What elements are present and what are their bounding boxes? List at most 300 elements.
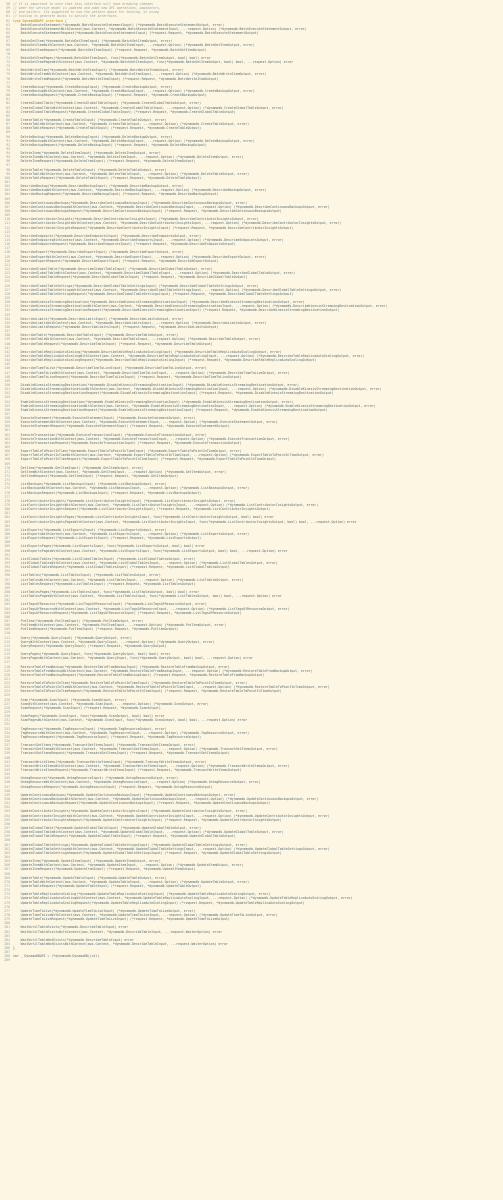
code-text: TransactWriteItemsRequest(*dynamodb.TransactWriteItemsInput) (*request.Request, *dynamodb.TransactWriteItemsOutput) [13, 768, 242, 773]
code-text: ExecuteTransactionWithContext(aws.Context, *dynamodb.ExecuteTransactionInput, ...request.Option) (*dynamodb.ExecuteTransactionOutput, error) [13, 436, 290, 441]
line-number: 101 [4, 180, 10, 185]
line-number: 154 [4, 399, 10, 404]
line-number: 80 [6, 93, 10, 98]
code-text: TagResourceWithContext(aws.Context, *dynamodb.TagResourceInput, ...request.Option) (*dynamodb.TagResourceOutput, error) [13, 730, 250, 735]
code-text: Query(*dynamodb.QueryInput) (*dynamodb.QueryOutput, error) [13, 635, 132, 640]
line-number: 220 [4, 672, 10, 677]
code-text: DescribeEndpointsWithContext(aws.Context, *dynamodb.DescribeEndpointsInput, ...request.Option) (*dynamodb.DescribeEndpointsOutput, error) [13, 238, 284, 243]
code-text: EnableKinesisStreamingDestinationWithContext(aws.Context, *dynamodb.EnableKinesisStreamingDestinationInput, ...request.Option) (*dynamodb.EnableKinesisStreamingDestinationOutput, error) [13, 403, 376, 408]
code-text: UpdateTableReplicaAutoScalingWithContext(aws.Context, *dynamodb.UpdateTableReplicaAutoScalingInput, ...request.Option) (*dynamodb.UpdateTableReplicaAutoScalingOutput, error) [13, 896, 353, 901]
line-number: 62 [6, 18, 10, 23]
code-text: DescribeTimeToLiveWithContext(aws.Context, *dynamodb.DescribeTimeToLiveInput, ...request.Option) (*dynamodb.DescribeTimeToLiveOutput, error) [13, 370, 290, 375]
line-number: 224 [4, 689, 10, 694]
line-number: 164 [4, 440, 10, 445]
line-number: 93 [6, 146, 10, 151]
line-number: 228 [4, 705, 10, 710]
line-number: 83 [6, 105, 10, 110]
line-number: 92 [6, 142, 10, 147]
line-number: 103 [4, 188, 10, 193]
line-number: 268 [4, 871, 10, 876]
line-number: 183 [4, 519, 10, 524]
line-number: 229 [4, 710, 10, 715]
code-text: UpdateGlobalTableSettingsWithContext(aws.Context, *dynamodb.UpdateGlobalTableSettingsInput, ...request.Option) (*dynamodb.UpdateGlobalTableSettingsOutput, error) [13, 846, 330, 851]
line-number: 193 [4, 560, 10, 565]
code-text: DisableKinesisStreamingDestinationRequest(*dynamodb.DisableKinesisStreamingDestinationInput) (*request.Request, *dynamodb.DisableKinesisStreamingDestinationOutput) [13, 391, 334, 396]
line-number: 219 [4, 668, 10, 673]
line-number: 96 [6, 159, 10, 164]
code-text: TagResource(*dynamodb.TagResourceInput) (*dynamodb.TagResourceOutput, error) [13, 726, 167, 731]
line-number: 263 [4, 850, 10, 855]
code-text: DescribeTable(*dynamodb.DescribeTableInput) (*dynamodb.DescribeTableOutput, error) [13, 333, 179, 338]
line-number: 184 [4, 523, 10, 528]
code-text: EnableKinesisStreamingDestination(*dynamodb.EnableKinesisStreamingDestinationInput) (*dynamodb.EnableKinesisStreamingDestinationOutput, error) [13, 399, 294, 404]
code-text: QueryWithContext(aws.Context, *dynamodb.QueryInput, ...request.Option) (*dynamodb.QueryOutput, error) [13, 639, 215, 644]
code-text: Scan(*dynamodb.ScanInput) (*dynamodb.ScanOutput, error) [13, 697, 127, 702]
code-text: ListContributorInsightsRequest(*dynamodb.ListContributorInsightsInput) (*request.Request, *dynamodb.ListContributorInsightsOutput) [13, 507, 271, 512]
line-number: 189 [4, 544, 10, 549]
line-number: 205 [4, 610, 10, 615]
code-text: DescribeGlobalTableSettings(*dynamodb.DescribeGlobalTableSettingsInput) (*dynamodb.DescribeGlobalTableSettingsOutput, error) [13, 283, 259, 288]
code-text: UpdateGlobalTableRequest(*dynamodb.UpdateGlobalTableInput) (*request.Request, *dynamodb.UpdateGlobalTableOutput) [13, 834, 236, 839]
line-number: 202 [4, 598, 10, 603]
code-text: ListTablesPagesWithContext(aws.Context, *dynamodb.ListTablesInput, func(*dynamodb.ListTablesOutput, bool) bool, ...request.Option) error [13, 594, 282, 599]
line-number: 253 [4, 809, 10, 814]
code-text: TransactGetItemsRequest(*dynamodb.TransactGetItemsInput) (*request.Request, *dynamodb.TransactGetItemsOutput) [13, 751, 230, 756]
line-number: 262 [4, 846, 10, 851]
line-number: 173 [4, 478, 10, 483]
code-text: UpdateContributorInsightsWithContext(aws.Context, *dynamodb.UpdateContributorInsightsInput, ...request.Option) (*dynamodb.UpdateContributorInsightsOutput, error) [13, 813, 330, 818]
line-number: 191 [4, 552, 10, 557]
code-text: UpdateGlobalTableWithContext(aws.Context, *dynamodb.UpdateGlobalTableInput, ...request.Option) (*dynamodb.UpdateGlobalTableOutput, error) [13, 830, 284, 835]
code-text: DescribeContinuousBackupsWithContext(aws.Context, *dynamodb.DescribeContinuousBackupsInput, ...request.Option) (*dynamodb.DescribeContinuousBackupsOutput, error) [13, 204, 330, 209]
code-text: CreateBackup(*dynamodb.CreateBackupInput) (*dynamodb.CreateBackupOutput, error) [13, 84, 173, 89]
line-number: 139 [4, 337, 10, 342]
line-number: 243 [4, 768, 10, 773]
code-text: WaitUntilTableExists(*dynamodb.DescribeTableInput) error [13, 925, 129, 930]
code-text: ListContributorInsights(*dynamodb.ListContributorInsightsInput) (*dynamodb.ListContributorInsightsOutput, error) [13, 498, 236, 503]
line-number: 177 [4, 494, 10, 499]
line-number: 155 [4, 403, 10, 408]
code-text: BatchWriteItem(*dynamodb.BatchWriteItemInput) (*dynamodb.BatchWriteItemOutput, error) [13, 68, 184, 73]
line-number: 283 [4, 933, 10, 938]
line-number: 260 [4, 838, 10, 843]
code-text: GetItem(*dynamodb.GetItemInput) (*dynamodb.GetItemOutput, error) [13, 465, 144, 470]
code-text: DescribeLimitsWithContext(aws.Context, *dynamodb.DescribeLimitsInput, ...request.Option) (*dynamodb.DescribeLimitsOutput, error) [13, 320, 267, 325]
line-number: 208 [4, 623, 10, 628]
line-number: 116 [4, 242, 10, 247]
code-text: ScanPagesWithContext(aws.Context, *dynamodb.ScanInput, func(*dynamodb.ScanOutput, bool) bool, ...request.Option) error [13, 718, 248, 723]
line-number: 200 [4, 589, 10, 594]
line-number: 246 [4, 780, 10, 785]
code-text: PutItem(*dynamodb.PutItemInput) (*dynamodb.PutItemOutput, error) [13, 618, 144, 623]
line-number: 99 [6, 171, 10, 176]
line-number: 122 [4, 267, 10, 271]
line-number: 70 [6, 51, 10, 56]
line-number: 186 [4, 532, 10, 536]
line-number: 252 [4, 805, 10, 810]
line-number: 265 [4, 859, 10, 864]
code-text: BatchWriteItemWithContext(aws.Context, *dynamodb.BatchWriteItemInput, ...request.Option) (*dynamodb.BatchWriteItemOutput, error) [13, 72, 267, 77]
line-number: 235 [4, 734, 10, 739]
code-text: UpdateContinuousBackupsWithContext(aws.Context, *dynamodb.UpdateContinuousBackupsInput, ...request.Option) (*dynamodb.UpdateContinuousBackupsOutput, error) [13, 797, 319, 801]
code-text: DescribeTableWithContext(aws.Context, *dynamodb.DescribeTableInput, ...request.Option) (*dynamodb.DescribeTableOutput, error) [13, 337, 261, 342]
line-number: 143 [4, 353, 10, 358]
line-number: 144 [4, 358, 10, 363]
code-text: DescribeContributorInsightsWithContext(aws.Context, *dynamodb.DescribeContributorInsightsInput, ...request.Option) (*dynamodb.DescribeContributorInsightsOutput, error) [13, 221, 342, 226]
code-text: ListBackupsWithContext(aws.Context, *dynamodb.ListBackupsInput, ...request.Option) (*dynamodb.ListBackupsOutput, error) [13, 486, 250, 491]
code-text: ScanPages(*dynamodb.ScanInput, func(*dynamodb.ScanOutput, bool) bool) error [13, 714, 165, 719]
code-text: DescribeGlobalTableSettingsWithContext(aws.Context, *dynamodb.DescribeGlobalTableSettingsInput, ...request.Option) (*dynamodb.DescribeGlobalTableSettingsOutput, error) [13, 287, 342, 292]
code-text: ScanRequest(*dynamodb.ScanInput) (*request.Request, *dynamodb.ScanOutput) [13, 705, 161, 710]
line-number: 68 [6, 43, 10, 48]
line-number: 254 [4, 813, 10, 818]
line-number: 79 [6, 88, 10, 93]
line-number: 272 [4, 888, 10, 893]
line-number: 60 [6, 10, 10, 15]
line-number: 129 [4, 295, 10, 300]
code-text: type DynamoDBAPI interface { [13, 18, 67, 23]
line-number: 278 [4, 912, 10, 917]
code-text: UpdateTableReplicaAutoScalingRequest(*dynamodb.UpdateTableReplicaAutoScalingInput) (*request.Request, *dynamodb.UpdateTableReplicaAutoScalingOutput) [13, 900, 305, 905]
code-text: BatchExecuteStatementRequest(*dynamodb.BatchExecuteStatementInput) (*request.Request, *dynamodb.BatchExecuteStatementOutput) [13, 30, 259, 35]
line-number: 109 [4, 213, 10, 218]
line-number: 94 [6, 151, 10, 156]
code-text: EnableKinesisStreamingDestinationRequest(*dynamodb.EnableKinesisStreamingDestinationInput) (*request.Request, *dynamodb.EnableKinesisStreamingDestinationOutput) [13, 407, 328, 412]
line-number: 107 [4, 204, 10, 209]
line-number: 230 [4, 714, 10, 719]
line-number: 271 [4, 883, 10, 888]
code-text: WaitUntilTableExistsWithContext(aws.Context, *dynamodb.DescribeTableInput, ...request.WaiterOption) error [13, 929, 223, 934]
code-text: DeleteItemRequest(*dynamodb.DeleteItemInput) (*request.Request, *dynamodb.DeleteItemOutput) [13, 159, 196, 164]
code-text: TransactWriteItemsWithContext(aws.Context, *dynamodb.TransactWriteItemsInput, ...request.Option) (*dynamodb.TransactWriteItemsOutput, error) [13, 763, 290, 768]
code-text: RestoreTableToPointInTime(*dynamodb.RestoreTableToPointInTimeInput) (*dynamodb.RestoreTableToPointInTimeOutput, error) [13, 681, 248, 686]
line-number: 198 [4, 581, 10, 586]
line-number: 90 [6, 134, 10, 139]
code-text: WaitUntilTableNotExistsWithContext(aws.Context, *dynamodb.DescribeTableInput, ...request.WaiterOption) error [13, 941, 228, 946]
line-number: 72 [6, 59, 10, 64]
line-number: 76 [6, 76, 10, 81]
code-text: DeleteItemWithContext(aws.Context, *dynamodb.DeleteItemInput, ...request.Option) (*dynamodb.DeleteItemOutput, error) [13, 155, 244, 160]
code-text: UpdateContinuousBackupsRequest(*dynamodb.UpdateContinuousBackupsInput) (*request.Request, *dynamodb.UpdateContinuousBackupsOutput) [13, 801, 271, 806]
line-number: 88 [6, 126, 10, 131]
line-number: 127 [4, 287, 10, 292]
code-text: DescribeBackupRequest(*dynamodb.DescribeBackupInput) (*request.Request, *dynamodb.DescribeBackupOutput) [13, 192, 219, 197]
code-text: UntagResourceWithContext(aws.Context, *dynamodb.UntagResourceInput, ...request.Option) (*dynamodb.UntagResourceOutput, error) [13, 780, 261, 785]
line-number: 286 [4, 946, 10, 951]
line-number: 239 [4, 751, 10, 756]
line-number: 226 [4, 697, 10, 702]
code-text: DescribeBackupWithContext(aws.Context, *dynamodb.DescribeBackupInput, ...request.Option) (*dynamodb.DescribeBackupOutput, error) [13, 188, 267, 193]
line-number: 159 [4, 420, 10, 425]
line-number: 112 [4, 225, 10, 230]
code-text: DescribeKinesisStreamingDestination(*dynamodb.DescribeKinesisStreamingDestinationInput) (*dynamodb.DescribeKinesisStreamingDestinationOutput, error) [13, 300, 305, 305]
line-number: 86 [6, 117, 10, 122]
code-text: BatchGetItemPages(*dynamodb.BatchGetItemInput, func(*dynamodb.BatchGetItemOutput, bool) bool) error [13, 55, 211, 60]
line-number: 213 [4, 643, 10, 648]
code-text: DescribeEndpoints(*dynamodb.DescribeEndpointsInput) (*dynamodb.DescribeEndpointsOutput, error) [13, 233, 202, 238]
code-text: ListContributorInsightsPages(*dynamodb.ListContributorInsightsInput, func(*dynamodb.ListContributorInsightsOutput, bool) bool) error [13, 515, 274, 520]
code-text: DescribeEndpointsRequest(*dynamodb.DescribeEndpointsInput) (*request.Request, *dynamodb.DescribeEndpointsOutput) [13, 242, 236, 247]
code-text: UpdateItem(*dynamodb.UpdateItemInput) (*dynamodb.UpdateItemOutput, error) [13, 859, 161, 864]
code-text: BatchGetItemWithContext(aws.Context, *dynamodb.BatchGetItemInput, ...request.Option) (*dynamodb.BatchGetItemOutput, error) [13, 43, 255, 48]
code-text: TransactGetItems(*dynamodb.TransactGetItemsInput) (*dynamodb.TransactGetItemsOutput, error) [13, 743, 196, 748]
code-text: // tooling to generate mocks to satisfy the interfaces. [13, 14, 119, 19]
line-number: 97 [6, 163, 10, 168]
line-number: 113 [4, 229, 10, 234]
line-number: 158 [4, 416, 10, 421]
line-number: 132 [4, 308, 10, 313]
code-text: ListGlobalTables(*dynamodb.ListGlobalTablesInput) (*dynamodb.ListGlobalTablesOutput, error) [13, 556, 196, 561]
code-text: BatchWriteItemRequest(*dynamodb.BatchWriteItemInput) (*request.Request, *dynamodb.BatchWriteItemOutput) [13, 76, 219, 81]
line-number: 65 [6, 30, 10, 35]
code-text: DescribeGlobalTableSettingsRequest(*dynamodb.DescribeGlobalTableSettingsInput) (*request.Request, *dynamodb.DescribeGlobalTableSettingsOutput) [13, 291, 294, 296]
code-text: DescribeContributorInsightsRequest(*dynamodb.DescribeContributorInsightsInput) (*request.Request, *dynamodb.DescribeContributorInsightsOutput) [13, 225, 294, 230]
line-number: 210 [4, 631, 10, 636]
code-text: UpdateGlobalTable(*dynamodb.UpdateGlobalTableInput) (*dynamodb.UpdateGlobalTableOutput, error) [13, 825, 202, 830]
code-text: // when the service model is updated and adds new API operations, paginators, [13, 6, 161, 11]
code-text: TransactGetItemsWithContext(aws.Context, *dynamodb.TransactGetItemsInput, ...request.Option) (*dynamodb.TransactGetItemsOutput, error) [13, 747, 278, 752]
code-text: UntagResource(*dynamodb.UntagResourceInput) (*dynamodb.UntagResourceOutput, error) [13, 776, 179, 781]
code-text: CreateGlobalTableWithContext(aws.Context, *dynamodb.CreateGlobalTableInput, ...request.Option) (*dynamodb.CreateGlobalTableOutput, error) [13, 105, 284, 110]
code-text: var _ DynamoDBAPI = (*dynamodb.DynamoDB)(nil) [13, 954, 100, 959]
line-number: 124 [4, 275, 10, 280]
code-text: GetItemRequest(*dynamodb.GetItemInput) (*request.Request, *dynamodb.GetItemOutput) [13, 474, 179, 479]
code-text: DisableKinesisStreamingDestinationWithContext(aws.Context, *dynamodb.DisableKinesisStreamingDestinationInput, ...request.Option) (*dynamodb.DisableKinesisStreamingDestinationOutput, error) [13, 387, 382, 392]
line-number: 215 [4, 652, 10, 657]
line-number: 67 [6, 39, 10, 44]
line-number: 163 [4, 436, 10, 441]
code-text: UpdateContributorInsights(*dynamodb.UpdateContributorInsightsInput) (*dynamodb.UpdateContributorInsightsOutput, error) [13, 809, 248, 814]
line-number: 69 [6, 47, 10, 52]
line-number: 91 [6, 138, 10, 143]
code-text: RestoreTableToPointInTimeRequest(*dynamodb.RestoreTableToPointInTimeInput) (*request.Request, *dynamodb.RestoreTableToPointInTimeOutput) [13, 689, 282, 694]
line-number: 217 [4, 660, 10, 665]
code-text: DescribeLimits(*dynamodb.DescribeLimitsInput) (*dynamodb.DescribeLimitsOutput, error) [13, 316, 184, 321]
line-number: 288 [4, 954, 10, 959]
line-number: 244 [4, 772, 10, 777]
code-text: ListExportsPages(*dynamodb.ListExportsInput, func(*dynamodb.ListExportsOutput, bool) bool) error [13, 544, 205, 549]
code-text: DescribeExportRequest(*dynamodb.DescribeExportInput) (*request.Request, *dynamodb.DescribeExportOutput) [13, 258, 219, 263]
code-text: UpdateItemWithContext(aws.Context, *dynamodb.UpdateItemInput, ...request.Option) (*dynamodb.UpdateItemOutput, error) [13, 863, 244, 868]
code-text: DescribeContinuousBackups(*dynamodb.DescribeContinuousBackupsInput) (*dynamodb.DescribeContinuousBackupsOutput, error) [13, 200, 248, 205]
line-number: 179 [4, 503, 10, 508]
code-text: CreateBackupRequest(*dynamodb.CreateBackupInput) (*request.Request, *dynamodb.CreateBackupOutput) [13, 93, 207, 98]
line-number: 89 [6, 130, 10, 135]
line-number: 126 [4, 283, 10, 288]
line-number: 277 [4, 908, 10, 913]
line-number: 279 [4, 917, 10, 922]
code-text: RestoreTableToPointInTimeWithContext(aws.Context, *dynamodb.RestoreTableToPointInTimeInput, ...request.Option) (*dynamodb.RestoreTableToPointInTimeOutput, error) [13, 685, 330, 690]
line-number: 234 [4, 730, 10, 735]
code-text: DeleteBackupWithContext(aws.Context, *dynamodb.DeleteBackupInput, ...request.Option) (*dynamodb.DeleteBackupOutput, error) [13, 138, 255, 143]
line-number: 231 [4, 718, 10, 723]
line-number: 227 [4, 701, 10, 706]
line-number: 181 [4, 511, 10, 516]
code-text: DeleteTable(*dynamodb.DeleteTableInput) (*dynamodb.DeleteTableOutput, error) [13, 167, 167, 172]
code-text: DescribeTableRequest(*dynamodb.DescribeTableInput) (*request.Request, *dynamodb.DescribeTableOutput) [13, 341, 213, 346]
line-number: 78 [6, 84, 10, 89]
code-text: DeleteBackup(*dynamodb.DeleteBackupInput) (*dynamodb.DeleteBackupOutput, error) [13, 134, 173, 139]
line-number: 149 [4, 378, 10, 383]
line-number: 204 [4, 606, 10, 611]
code-text: ListTables(*dynamodb.ListTablesInput) (*dynamodb.ListTablesOutput, error) [13, 573, 161, 578]
line-number: 264 [4, 854, 10, 859]
line-number: 282 [4, 929, 10, 934]
line-number: 180 [4, 507, 10, 512]
code-text: DescribeTableReplicaAutoScaling(*dynamodb.DescribeTableReplicaAutoScalingInput) (*dynamodb.DescribeTableReplicaAutoScalingOutput, error) [13, 349, 282, 354]
line-number: 273 [4, 892, 10, 897]
code-text: ListBackups(*dynamodb.ListBackupsInput) (*dynamodb.ListBackupsOutput, error) [13, 482, 167, 487]
code-text: UpdateTableWithContext(aws.Context, *dynamodb.UpdateTableInput, ...request.Option) (*dynamodb.UpdateTableOutput, error) [13, 879, 250, 884]
line-number: 58 [6, 2, 10, 6]
line-number: 117 [4, 246, 10, 251]
code-text: CreateGlobalTableRequest(*dynamodb.CreateGlobalTableInput) (*request.Request, *dynamodb.CreateGlobalTableOutput) [13, 109, 236, 114]
line-number: 242 [4, 763, 10, 768]
code-text: DescribeGlobalTableRequest(*dynamodb.DescribeGlobalTableInput) (*request.Request, *dynamodb.DescribeGlobalTableOutput) [13, 275, 248, 280]
line-number: 222 [4, 681, 10, 686]
line-number: 98 [6, 167, 10, 172]
code-text: UntagResourceRequest(*dynamodb.UntagResourceInput) (*request.Request, *dynamodb.UntagResourceOutput) [13, 784, 213, 789]
code-text: ExecuteTransactionRequest(*dynamodb.ExecuteTransactionInput) (*request.Request, *dynamodb.ExecuteTransactionOutput) [13, 440, 242, 445]
line-number: 110 [4, 217, 10, 222]
line-number: 146 [4, 366, 10, 371]
line-number: 287 [4, 950, 10, 955]
code-text: QueryPages(*dynamodb.QueryInput, func(*dynamodb.QueryOutput, bool) bool) error [13, 652, 171, 657]
line-number: 119 [4, 254, 10, 259]
code-text: ListTagsOfResource(*dynamodb.ListTagsOfResourceInput) (*dynamodb.ListTagsOfResourceOutput, error) [13, 602, 207, 607]
line-number: 225 [4, 693, 10, 698]
line-number: 120 [4, 258, 10, 263]
code-text: } [13, 946, 15, 951]
code-text: ExportTableToPointInTimeRequest(*dynamodb.ExportTableToPointInTimeInput) (*request.Request, *dynamodb.ExportTableToPointInTimeOutput) [13, 457, 276, 462]
line-number: 182 [4, 515, 10, 520]
line-number: 152 [4, 391, 10, 396]
code-text: UpdateTableReplicaAutoScaling(*dynamodb.UpdateTableReplicaAutoScalingInput) (*dynamodb.UpdateTableReplicaAutoScalingOutput, error) [13, 892, 271, 897]
code-text: ExportTableToPointInTimeWithContext(aws.Context, *dynamodb.ExportTableToPointInTimeInput, ...request.Option) (*dynamodb.ExportTableToPointInTimeOutput, error) [13, 453, 324, 458]
line-number: 196 [4, 573, 10, 578]
line-number: 140 [4, 341, 10, 346]
code-text: DescribeKinesisStreamingDestinationWithContext(aws.Context, *dynamodb.DescribeKinesisStreamingDestinationInput, ...request.Option) (*dynamodb.DescribeKinesisStreamingDestinationOutput, error) [13, 304, 388, 309]
code-text: CreateTableRequest(*dynamodb.CreateTableInput) (*request.Request, *dynamodb.CreateTableOutput) [13, 126, 202, 131]
line-number: 232 [4, 722, 10, 727]
line-number: 128 [4, 291, 10, 296]
code-text: ListExportsRequest(*dynamodb.ListExportsInput) (*request.Request, *dynamodb.ListExportsOutput) [13, 536, 202, 541]
line-number: 170 [4, 465, 10, 470]
code-text: UpdateContinuousBackups(*dynamodb.UpdateContinuousBackupsInput) (*dynamodb.UpdateContinuousBackupsOutput, error) [13, 792, 236, 797]
line-number: 165 [4, 445, 10, 450]
line-number: 201 [4, 594, 10, 599]
line-number: 63 [6, 22, 10, 27]
line-number: 74 [6, 68, 10, 73]
line-number: 134 [4, 316, 10, 321]
line-number: 281 [4, 925, 10, 930]
line-number: 233 [4, 726, 10, 731]
code-text: TransactWriteItems(*dynamodb.TransactWriteItemsInput) (*dynamodb.TransactWriteItemsOutput, error) [13, 759, 207, 764]
line-number: 133 [4, 312, 10, 317]
line-number: 131 [4, 304, 10, 309]
code-text: ScanWithContext(aws.Context, *dynamodb.ScanInput, ...request.Option) (*dynamodb.ScanOutput, error) [13, 701, 209, 706]
code-text: UpdateTimeToLiveWithContext(aws.Context, *dynamodb.UpdateTimeToLiveInput, ...request.Option) (*dynamodb.UpdateTimeToLiveOutput, error) [13, 912, 278, 917]
code-text: ListTablesRequest(*dynamodb.ListTablesInput) (*request.Request, *dynamodb.ListTablesOutput) [13, 581, 196, 586]
code-text: ListExports(*dynamodb.ListExportsInput) (*dynamodb.ListExportsOutput, error) [13, 527, 167, 532]
line-number: 185 [4, 527, 10, 532]
code-text: ListGlobalTablesWithContext(aws.Context, *dynamodb.ListGlobalTablesInput, ...request.Option) (*dynamodb.ListGlobalTablesOutput, error) [13, 560, 278, 565]
line-number: 175 [4, 486, 10, 491]
line-number: 258 [4, 830, 10, 835]
code-text: DescribeExportWithContext(aws.Context, *dynamodb.DescribeExportInput, ...request.Option) (*dynamodb.DescribeExportOutput, error) [13, 254, 267, 259]
line-number: 250 [4, 797, 10, 801]
code-line [0, 958, 503, 962]
code-text [13, 958, 503, 962]
line-number: 145 [4, 362, 10, 367]
line-number: 211 [4, 635, 10, 640]
code-text: UpdateTimeToLive(*dynamodb.UpdateTimeToLiveInput) (*dynamodb.UpdateTimeToLiveOutput, error) [13, 908, 196, 913]
line-number: 194 [4, 565, 10, 570]
line-number: 267 [4, 867, 10, 872]
line-number: 168 [4, 457, 10, 462]
line-number: 188 [4, 540, 10, 545]
line-number: 161 [4, 428, 10, 433]
line-number: 147 [4, 370, 10, 375]
line-number: 156 [4, 407, 10, 412]
code-text: ListExportsPagesWithContext(aws.Context, *dynamodb.ListExportsInput, func(*dynamodb.ListExportsOutput, bool) bool, ...request.Option) error [13, 548, 288, 553]
code-text: DescribeContinuousBackupsRequest(*dynamodb.DescribeContinuousBackupsInput) (*request.Request, *dynamodb.DescribeContinuousBackupsOutput) [13, 209, 282, 214]
code-text: PutItemRequest(*dynamodb.PutItemInput) (*request.Request, *dynamodb.PutItemOutput) [13, 627, 179, 632]
code-text: DeleteTableWithContext(aws.Context, *dynamodb.DeleteTableInput, ...request.Option) (*dynamodb.DeleteTableOutput, error) [13, 171, 250, 176]
code-text: RestoreTableFromBackup(*dynamodb.RestoreTableFromBackupInput) (*dynamodb.RestoreTableFromBackupOutput, error) [13, 664, 230, 669]
line-number: 221 [4, 676, 10, 681]
line-number: 275 [4, 900, 10, 905]
line-number: 256 [4, 821, 10, 826]
code-text: BatchGetItemRequest(*dynamodb.BatchGetItemInput) (*request.Request, *dynamodb.BatchGetItemOutput) [13, 47, 207, 52]
line-number: 259 [4, 834, 10, 839]
line-number: 284 [4, 937, 10, 942]
code-text: ListContributorInsightsPagesWithContext(aws.Context, *dynamodb.ListContributorInsightsInput, func(*dynamodb.ListContributorInsightsOutput, bool) bool, ...request.Option) error [13, 519, 357, 524]
line-number: 289 [4, 958, 10, 963]
line-number: 190 [4, 548, 10, 553]
code-text: ExportTableToPointInTime(*dynamodb.ExportTableToPointInTimeInput) (*dynamodb.ExportTableToPointInTimeOutput, error) [13, 449, 242, 454]
line-number: 247 [4, 784, 10, 789]
line-number: 150 [4, 382, 10, 387]
line-number: 276 [4, 904, 10, 909]
code-text: DescribeTableReplicaAutoScalingWithContext(aws.Context, *dynamodb.DescribeTableReplicaAutoScalingInput, ...request.Option) (*dynamodb.DescribeTableReplicaAutoScalingOutput, error) [13, 353, 365, 358]
code-text: DescribeTimeToLiveRequest(*dynamodb.DescribeTimeToLiveInput) (*request.Request, *dynamodb.DescribeTimeToLiveOutput) [13, 374, 242, 379]
line-number: 237 [4, 743, 10, 748]
line-number: 199 [4, 585, 10, 590]
line-number: 266 [4, 863, 10, 868]
code-text: UpdateTable(*dynamodb.UpdateTableInput) (*dynamodb.UpdateTableOutput, error) [13, 875, 167, 880]
line-number: 285 [4, 941, 10, 946]
line-number: 261 [4, 842, 10, 847]
code-text: DescribeBackup(*dynamodb.DescribeBackupInput) (*dynamodb.DescribeBackupOutput, error) [13, 184, 184, 189]
line-number: 172 [4, 474, 10, 479]
line-number: 209 [4, 627, 10, 632]
line-number: 64 [6, 26, 10, 31]
line-number: 167 [4, 453, 10, 458]
line-number: 111 [4, 221, 10, 226]
code-text: ExecuteStatementRequest(*dynamodb.ExecuteStatementInput) (*request.Request, *dynamodb.ExecuteStatementOutput) [13, 424, 230, 429]
line-number: 207 [4, 618, 10, 623]
line-number: 115 [4, 238, 10, 243]
line-number: 121 [4, 262, 10, 267]
line-number: 174 [4, 482, 10, 487]
code-text: DescribeKinesisStreamingDestinationRequest(*dynamodb.DescribeKinesisStreamingDestinationInput) (*request.Request, *dynamodb.DescribeKinesisStreamingDestinationOutput) [13, 308, 340, 313]
code-text: RestoreTableFromBackupWithContext(aws.Context, *dynamodb.RestoreTableFromBackupInput, ...request.Option) (*dynamodb.RestoreTableFromBackupOutput, error) [13, 668, 313, 673]
line-number: 223 [4, 685, 10, 690]
line-number: 135 [4, 320, 10, 325]
line-number: 102 [4, 184, 10, 189]
code-text: UpdateItemRequest(*dynamodb.UpdateItemInput) (*request.Request, *dynamodb.UpdateItemOutput) [13, 867, 196, 872]
